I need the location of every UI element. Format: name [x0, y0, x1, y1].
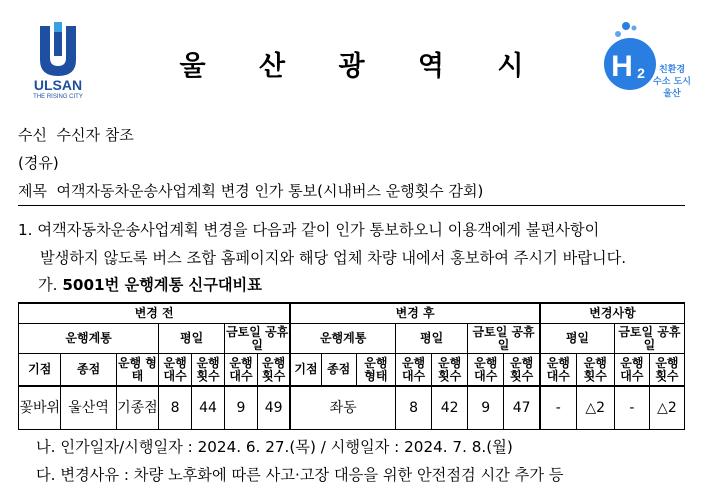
before-wd-vehicles: 8 [159, 386, 192, 430]
subject-label: 제목 [18, 182, 47, 200]
item-ga [38, 274, 262, 295]
col-trips: 운행 횟수 [504, 354, 540, 387]
change-wd-trips: △2 [576, 386, 614, 430]
recipient-value: 수신자 참조 [56, 126, 134, 144]
item-da: 다. 변경사유 : 차량 노후화에 따른 사고·고장 대응을 위한 안전점검 시간 추가 등 [36, 466, 564, 484]
change-we-trips: △2 [649, 386, 684, 430]
before-weekday: 평일 [159, 324, 225, 354]
col-vehicles: 운행 대수 [159, 354, 192, 387]
col-type: 운행 형태 [356, 354, 395, 387]
header-divider [18, 205, 685, 206]
col-vehicles: 운행 대수 [540, 354, 576, 387]
change-weekend: 금토일 공휴일 [614, 324, 684, 354]
subject-line [18, 180, 483, 201]
col-origin: 기점 [19, 354, 61, 387]
before-origin: 꽃바위 [19, 386, 61, 430]
paragraph-1-line-1: 1. 여객자동차운송사업계획 변경을 다음과 같이 인가 통보하오니 이용객에게 불편사항이 [18, 221, 600, 239]
col-vehicles: 운행 대수 [395, 354, 431, 387]
svg-text:2: 2 [637, 65, 645, 81]
change-we-vehicles: - [614, 386, 649, 430]
col-trips: 운행 횟수 [576, 354, 614, 387]
item-ga-prefix: 가. [38, 276, 58, 294]
recipient-label: 수신 [18, 126, 47, 144]
logo-text: ULSAN [33, 77, 83, 93]
logo-line-1: 친환경 [658, 65, 686, 75]
paragraph-1-line-2: 발생하지 않도록 버스 조합 홈페이지와 해당 업체 차량 내에서 홍보하여 주시기 바랍니다. [40, 249, 627, 267]
col-trips: 운행 횟수 [649, 354, 684, 387]
col-terminus: 종점 [61, 354, 116, 387]
logo-line-2: 수소 도시 [653, 77, 691, 87]
col-vehicles: 운행 대수 [225, 354, 258, 387]
org-title: 울 산 광 역 시 [179, 51, 546, 82]
before-terminus: 울산역 [61, 386, 116, 430]
item-ga-title: 5001번 운행계통 신구대비표 [62, 276, 262, 294]
header-before: 변경 전 [19, 303, 291, 324]
svg-text:H: H [611, 50, 633, 83]
after-wd-vehicles: 8 [395, 386, 431, 430]
col-origin: 기점 [290, 354, 321, 387]
col-trips: 운행 횟수 [432, 354, 468, 387]
after-weekday: 평일 [395, 324, 467, 354]
change-weekday: 평일 [540, 324, 614, 354]
change-wd-vehicles: - [540, 386, 576, 430]
header-after: 변경 후 [290, 303, 540, 324]
item-na: 나. 인가일자/시행일자 : 2024. 6. 27.(목) / 시행일자 : 2024. 7. 8.(월) [36, 438, 513, 456]
after-route: 좌동 [290, 386, 395, 430]
before-we-trips: 49 [257, 386, 290, 430]
table-row [19, 386, 685, 430]
after-we-vehicles: 9 [468, 386, 504, 430]
col-terminus: 종점 [321, 354, 356, 387]
after-weekend: 금토일 공휴일 [468, 324, 540, 354]
subject-value: 여객자동차운송사업계획 변경 인가 통보(시내버스 운행횟수 감회) [56, 182, 484, 200]
after-route-system: 운행계통 [290, 324, 395, 354]
before-wd-trips: 44 [192, 386, 225, 430]
before-we-vehicles: 9 [225, 386, 258, 430]
recipient-line [18, 124, 134, 145]
col-vehicles: 운행 대수 [614, 354, 649, 387]
before-weekend: 금토일 공휴일 [225, 324, 291, 354]
logo-subtext: THE RISING CITY [33, 94, 83, 98]
after-wd-trips: 42 [432, 386, 468, 430]
col-type: 운행 형태 [116, 354, 158, 387]
hydrogen-city-logo [594, 18, 694, 108]
after-we-trips: 47 [504, 386, 540, 430]
col-trips: 운행 횟수 [192, 354, 225, 387]
col-trips: 운행 횟수 [257, 354, 290, 387]
logo-line-3: 울산 [663, 89, 681, 99]
before-type: 기종점 [116, 386, 158, 430]
col-vehicles: 운행 대수 [468, 354, 504, 387]
before-route-system: 운행계통 [19, 324, 159, 354]
route-comparison-table [18, 302, 685, 430]
via-line: (경유) [18, 154, 59, 172]
header-change: 변경사항 [540, 303, 685, 324]
